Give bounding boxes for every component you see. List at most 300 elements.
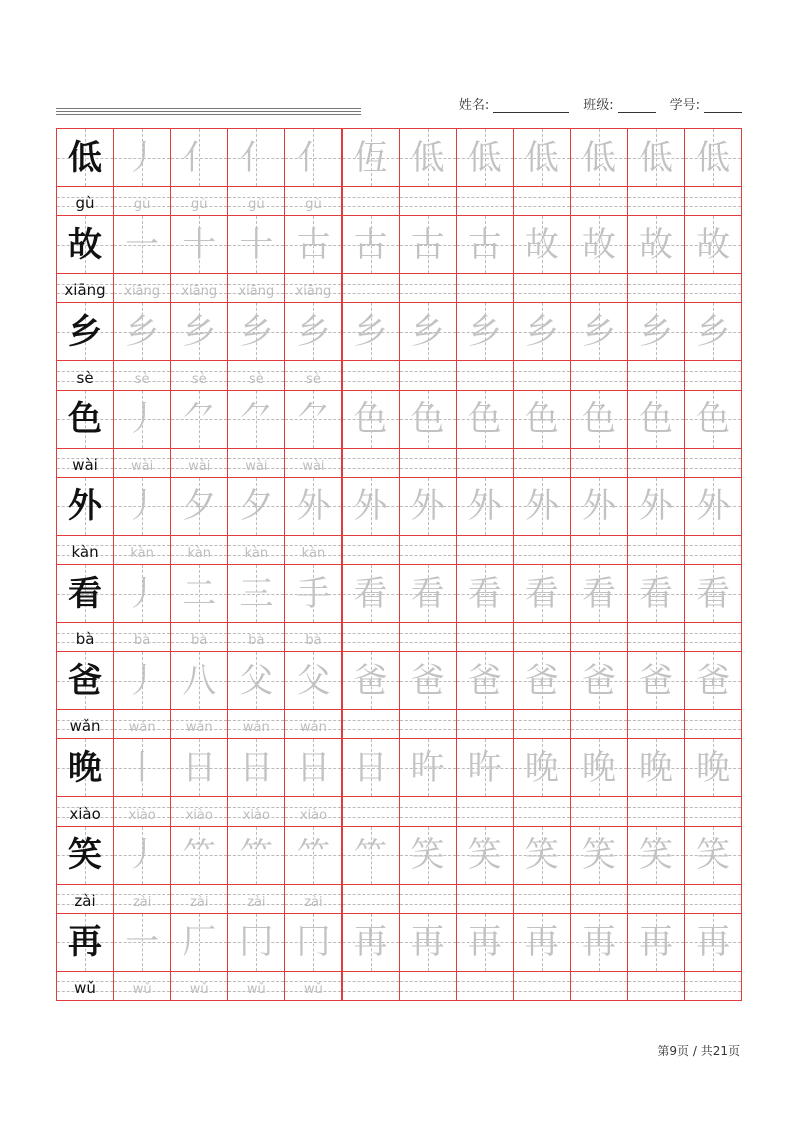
trace-char-cell: [342, 738, 400, 797]
pinyin-guide-line: [571, 904, 627, 905]
pinyin-guide-line: [628, 729, 684, 730]
trace-char-cell: [170, 128, 228, 187]
trace-char-cell: [627, 738, 685, 797]
trace-character: 看: [581, 573, 616, 614]
pinyin-guide-line: [400, 555, 456, 556]
trace-character: 看: [353, 573, 388, 614]
trace-char-cell: [284, 477, 342, 536]
page-number: 第9页 / 共21页: [657, 1044, 740, 1058]
pinyin-guide-line: [457, 720, 513, 721]
model-character: 外: [68, 486, 103, 527]
trace-char-cell: [684, 215, 742, 274]
pinyin-guide-line: [343, 468, 399, 469]
trace-character: 外: [581, 486, 616, 527]
pinyin-cell: [170, 274, 228, 303]
trace-character: 外: [410, 486, 445, 527]
pinyin-cell: [627, 797, 685, 826]
trace-character: 仾: [353, 137, 388, 178]
pinyin-cell: [227, 797, 285, 826]
trace-char-cell: [456, 651, 514, 710]
trace-pinyin: xiāng: [295, 284, 332, 300]
pinyin-guide-line: [685, 633, 741, 634]
trace-character: 丿: [125, 137, 160, 178]
model-pinyin: sè: [76, 368, 94, 387]
pinyin-cell: [456, 536, 514, 565]
pinyin-guide-line: [457, 545, 513, 546]
trace-character: 再: [581, 922, 616, 963]
pinyin-cell: [399, 274, 457, 303]
trace-pinyin: bà: [248, 633, 265, 649]
pinyin-cell: [399, 972, 457, 1001]
trace-char-cell: [284, 564, 342, 623]
pinyin-guide-line: [685, 720, 741, 721]
model-character: 爸: [68, 660, 103, 701]
pinyin-guide-line: [628, 371, 684, 372]
trace-character: 丨: [125, 747, 160, 788]
pinyin-guide-line: [400, 545, 456, 546]
model-char-cell: [56, 302, 114, 361]
pinyin-guide-line: [400, 991, 456, 992]
pinyin-cell: [227, 449, 285, 478]
trace-char-cell: [570, 390, 628, 449]
trace-char-cell: [342, 564, 400, 623]
pinyin-guide-line: [514, 894, 570, 895]
trace-char-cell: [513, 215, 571, 274]
trace-char-cell: [627, 390, 685, 449]
pinyin-guide-line: [514, 545, 570, 546]
trace-character: 日: [182, 747, 217, 788]
student-info: [459, 94, 742, 113]
trace-character: 日: [353, 747, 388, 788]
pinyin-guide-line: [457, 371, 513, 372]
trace-char-cell: [456, 477, 514, 536]
pinyin-cell: [170, 885, 228, 914]
trace-char-cell: [399, 826, 457, 885]
pinyin-guide-line: [514, 555, 570, 556]
pinyin-guide-line: [514, 904, 570, 905]
model-character: 低: [68, 137, 103, 178]
pinyin-cell: [684, 710, 742, 739]
pinyin-cell: [570, 972, 628, 1001]
pinyin-cell: [227, 361, 285, 390]
pinyin-guide-line: [571, 371, 627, 372]
model-pinyin: wǎn: [69, 717, 101, 736]
pinyin-guide-line: [457, 904, 513, 905]
pinyin-guide-line: [628, 720, 684, 721]
pinyin-cell: [170, 536, 228, 565]
trace-char-cell: [456, 738, 514, 797]
pinyin-cell: [570, 623, 628, 652]
pinyin-cell: [284, 710, 342, 739]
trace-pinyin: wài: [131, 458, 154, 474]
pinyin-guide-line: [457, 817, 513, 818]
trace-character: 冂: [239, 922, 274, 963]
trace-character: ⺈: [182, 399, 217, 440]
trace-char-cell: [170, 738, 228, 797]
model-char-cell: [56, 390, 114, 449]
pinyin-guide-line: [628, 633, 684, 634]
pinyin-guide-line: [685, 371, 741, 372]
trace-character: 看: [467, 573, 502, 614]
trace-char-cell: [684, 738, 742, 797]
pinyin-guide-line: [685, 729, 741, 730]
number-field[interactable]: [670, 94, 742, 113]
pinyin-guide-line: [514, 642, 570, 643]
pinyin-guide-line: [628, 381, 684, 382]
trace-pinyin: wǎn: [128, 720, 156, 736]
pinyin-cell: [627, 710, 685, 739]
pinyin-guide-line: [400, 894, 456, 895]
trace-char-cell: [342, 128, 400, 187]
pinyin-cell: [456, 710, 514, 739]
model-pinyin: wǔ: [74, 978, 96, 997]
trace-pinyin: bà: [191, 633, 208, 649]
trace-char-cell: [684, 826, 742, 885]
model-char-cell: [56, 913, 114, 972]
trace-char-cell: [342, 826, 400, 885]
pinyin-cell: [513, 972, 571, 1001]
pinyin-cell: [227, 623, 285, 652]
pinyin-cell: [284, 885, 342, 914]
trace-pinyin: xiāng: [238, 284, 275, 300]
pinyin-guide-line: [685, 904, 741, 905]
model-char-cell: [56, 564, 114, 623]
trace-pinyin: sè: [306, 371, 321, 387]
trace-character: 笑: [524, 835, 559, 876]
pinyin-cell: [170, 449, 228, 478]
trace-char-cell: [570, 128, 628, 187]
trace-pinyin: sè: [248, 371, 264, 387]
pinyin-guide-line: [343, 197, 399, 198]
pinyin-cell: [456, 187, 514, 216]
pinyin-cell: [56, 710, 114, 739]
trace-char-cell: [113, 564, 171, 623]
trace-char-cell: [342, 390, 400, 449]
trace-char-cell: [227, 477, 285, 536]
pinyin-guide-line: [400, 293, 456, 294]
pinyin-cell: [513, 274, 571, 303]
trace-character: 晚: [639, 747, 674, 788]
trace-character: 再: [353, 922, 388, 963]
pinyin-cell: [227, 187, 285, 216]
trace-char-cell: [399, 390, 457, 449]
pinyin-cell: [684, 449, 742, 478]
pinyin-guide-line: [685, 991, 741, 992]
trace-character: 乡: [296, 311, 331, 352]
trace-char-cell: [570, 651, 628, 710]
trace-pinyin: wǔ: [189, 981, 209, 997]
trace-char-cell: [399, 302, 457, 361]
pinyin-cell: [56, 885, 114, 914]
pinyin-cell: [399, 623, 457, 652]
pinyin-guide-line: [400, 633, 456, 634]
trace-pinyin: gù: [248, 197, 265, 213]
trace-pinyin: kàn: [187, 545, 211, 561]
trace-character: 厂: [182, 922, 217, 963]
pinyin-cell: [56, 797, 114, 826]
pinyin-cell: [684, 187, 742, 216]
trace-character: 乡: [467, 311, 502, 352]
name-blank[interactable]: [493, 98, 569, 113]
pinyin-guide-line: [571, 729, 627, 730]
trace-pinyin: zài: [132, 894, 152, 910]
pinyin-cell: [627, 187, 685, 216]
pinyin-cell: [570, 710, 628, 739]
pinyin-guide-line: [628, 206, 684, 207]
model-pinyin: kàn: [71, 542, 99, 561]
trace-char-cell: [627, 913, 685, 972]
pinyin-cell: [684, 797, 742, 826]
pinyin-cell: [113, 885, 171, 914]
trace-char-cell: [399, 564, 457, 623]
trace-character: 低: [410, 137, 445, 178]
pinyin-guide-line: [571, 197, 627, 198]
trace-character: 笑: [410, 835, 445, 876]
pinyin-guide-line: [457, 633, 513, 634]
class-label: 班级:: [583, 98, 614, 113]
trace-character: 外: [296, 486, 331, 527]
trace-char-cell: [227, 913, 285, 972]
trace-char-cell: [227, 390, 285, 449]
trace-char-cell: [170, 913, 228, 972]
pinyin-guide-line: [628, 981, 684, 982]
pinyin-cell: [342, 536, 400, 565]
trace-pinyin: wài: [188, 458, 211, 474]
pinyin-guide-line: [514, 729, 570, 730]
trace-char-cell: [399, 215, 457, 274]
pinyin-cell: [570, 361, 628, 390]
trace-character: 亻: [182, 137, 217, 178]
trace-char-cell: [227, 651, 285, 710]
trace-char-cell: [113, 913, 171, 972]
pinyin-cell: [227, 885, 285, 914]
trace-character: 故: [639, 224, 674, 265]
pinyin-cell: [227, 536, 285, 565]
pinyin-guide-line: [514, 458, 570, 459]
pinyin-cell: [56, 972, 114, 1001]
trace-char-cell: [284, 390, 342, 449]
trace-character: 古: [353, 224, 388, 265]
trace-char-cell: [513, 477, 571, 536]
trace-character: 丿: [125, 660, 160, 701]
pinyin-cell: [456, 797, 514, 826]
trace-character: 色: [581, 399, 616, 440]
trace-character: ⺮: [353, 835, 388, 876]
trace-character: 古: [467, 224, 502, 265]
pinyin-guide-line: [343, 817, 399, 818]
trace-char-cell: [570, 738, 628, 797]
pinyin-guide-line: [457, 981, 513, 982]
model-pinyin: xiāng: [64, 281, 106, 300]
trace-character: 丿: [125, 486, 160, 527]
pinyin-cell: [170, 972, 228, 1001]
pinyin-guide-line: [685, 642, 741, 643]
trace-character: 晚: [581, 747, 616, 788]
trace-character: ⺮: [239, 835, 274, 876]
pinyin-guide-line: [571, 293, 627, 294]
trace-character: 笑: [639, 835, 674, 876]
pinyin-guide-line: [400, 904, 456, 905]
pinyin-cell: [113, 274, 171, 303]
pinyin-guide-line: [400, 284, 456, 285]
pinyin-guide-line: [400, 807, 456, 808]
pinyin-guide-line: [400, 642, 456, 643]
trace-char-cell: [227, 826, 285, 885]
trace-char-cell: [456, 128, 514, 187]
trace-char-cell: [170, 302, 228, 361]
trace-char-cell: [342, 477, 400, 536]
name-field[interactable]: [459, 94, 569, 113]
pinyin-guide-line: [571, 206, 627, 207]
trace-char-cell: [570, 564, 628, 623]
trace-char-cell: [570, 913, 628, 972]
model-pinyin: gù: [75, 194, 95, 213]
pinyin-cell: [399, 449, 457, 478]
trace-character: 色: [639, 399, 674, 440]
trace-character: 乡: [696, 311, 731, 352]
model-character: 色: [68, 399, 103, 440]
pinyin-guide-line: [343, 545, 399, 546]
trace-char-cell: [456, 564, 514, 623]
pinyin-guide-line: [514, 293, 570, 294]
pinyin-cell: [570, 797, 628, 826]
trace-character: 低: [696, 137, 731, 178]
pinyin-cell: [513, 885, 571, 914]
pinyin-guide-line: [343, 284, 399, 285]
trace-char-cell: [342, 302, 400, 361]
pinyin-cell: [627, 274, 685, 303]
trace-pinyin: zài: [247, 894, 266, 910]
pinyin-cell: [227, 274, 285, 303]
pinyin-guide-line: [685, 894, 741, 895]
pinyin-guide-line: [571, 981, 627, 982]
pinyin-guide-line: [343, 981, 399, 982]
trace-pinyin: wǎn: [300, 720, 327, 736]
trace-char-cell: [684, 128, 742, 187]
trace-char-cell: [513, 913, 571, 972]
trace-character: 丿: [125, 835, 160, 876]
pinyin-guide-line: [628, 468, 684, 469]
pinyin-cell: [342, 972, 400, 1001]
pinyin-cell: [513, 797, 571, 826]
pinyin-cell: [513, 187, 571, 216]
model-char-cell: [56, 477, 114, 536]
pinyin-guide-line: [685, 284, 741, 285]
trace-character: 低: [639, 137, 674, 178]
trace-character: 看: [696, 573, 731, 614]
trace-char-cell: [170, 390, 228, 449]
model-character: 晚: [68, 747, 103, 788]
pinyin-guide-line: [400, 817, 456, 818]
pinyin-guide-line: [571, 642, 627, 643]
trace-character: 日: [296, 747, 331, 788]
pinyin-guide-line: [514, 284, 570, 285]
trace-char-cell: [284, 302, 342, 361]
pinyin-cell: [456, 623, 514, 652]
pinyin-cell: [170, 710, 228, 739]
pinyin-cell: [56, 361, 114, 390]
pinyin-cell: [342, 885, 400, 914]
trace-char-cell: [227, 128, 285, 187]
pinyin-guide-line: [571, 633, 627, 634]
pinyin-cell: [113, 536, 171, 565]
pinyin-cell: [399, 187, 457, 216]
trace-character: 色: [696, 399, 731, 440]
trace-character: 丿: [125, 399, 160, 440]
trace-character: 三: [239, 573, 274, 614]
trace-char-cell: [284, 215, 342, 274]
pinyin-cell: [342, 361, 400, 390]
model-pinyin: bà: [75, 630, 95, 649]
number-blank[interactable]: [704, 98, 742, 113]
trace-char-cell: [113, 302, 171, 361]
trace-character: 色: [524, 399, 559, 440]
pinyin-cell: [684, 361, 742, 390]
trace-char-cell: [113, 651, 171, 710]
trace-pinyin: zài: [304, 894, 323, 910]
trace-character: 父: [296, 660, 331, 701]
class-blank[interactable]: [618, 98, 656, 113]
pinyin-guide-line: [457, 642, 513, 643]
pinyin-guide-line: [457, 729, 513, 730]
trace-char-cell: [513, 738, 571, 797]
pinyin-cell: [684, 536, 742, 565]
pinyin-guide-line: [457, 293, 513, 294]
pinyin-guide-line: [343, 642, 399, 643]
pinyin-guide-line: [514, 817, 570, 818]
trace-character: 乡: [353, 311, 388, 352]
trace-char-cell: [684, 302, 742, 361]
trace-pinyin: sè: [134, 371, 150, 387]
trace-char-cell: [113, 215, 171, 274]
pinyin-guide-line: [400, 729, 456, 730]
pinyin-guide-line: [571, 381, 627, 382]
trace-character: 爸: [467, 660, 502, 701]
pinyin-guide-line: [685, 197, 741, 198]
trace-char-cell: [342, 651, 400, 710]
model-character: 故: [68, 224, 103, 265]
pinyin-cell: [627, 972, 685, 1001]
trace-char-cell: [284, 826, 342, 885]
pinyin-guide-line: [571, 545, 627, 546]
trace-character: 乡: [581, 311, 616, 352]
name-label: 姓名:: [458, 98, 490, 113]
pinyin-guide-line: [457, 894, 513, 895]
pinyin-cell: [113, 710, 171, 739]
trace-character: 晚: [524, 747, 559, 788]
pinyin-cell: [342, 274, 400, 303]
pinyin-cell: [170, 797, 228, 826]
trace-pinyin: wài: [245, 458, 268, 474]
trace-char-cell: [456, 826, 514, 885]
trace-char-cell: [456, 302, 514, 361]
pinyin-guide-line: [400, 458, 456, 459]
pinyin-guide-line: [628, 991, 684, 992]
trace-char-cell: [113, 128, 171, 187]
model-char-cell: [56, 826, 114, 885]
pinyin-guide-line: [400, 206, 456, 207]
trace-char-cell: [513, 651, 571, 710]
trace-pinyin: wǔ: [304, 981, 323, 997]
class-field[interactable]: [583, 94, 655, 113]
trace-pinyin: kàn: [130, 545, 154, 561]
trace-char-cell: [456, 390, 514, 449]
pinyin-guide-line: [571, 284, 627, 285]
pinyin-cell: [284, 187, 342, 216]
trace-pinyin: xiào: [299, 807, 328, 823]
pinyin-cell: [56, 536, 114, 565]
practice-grid: [56, 128, 741, 1000]
